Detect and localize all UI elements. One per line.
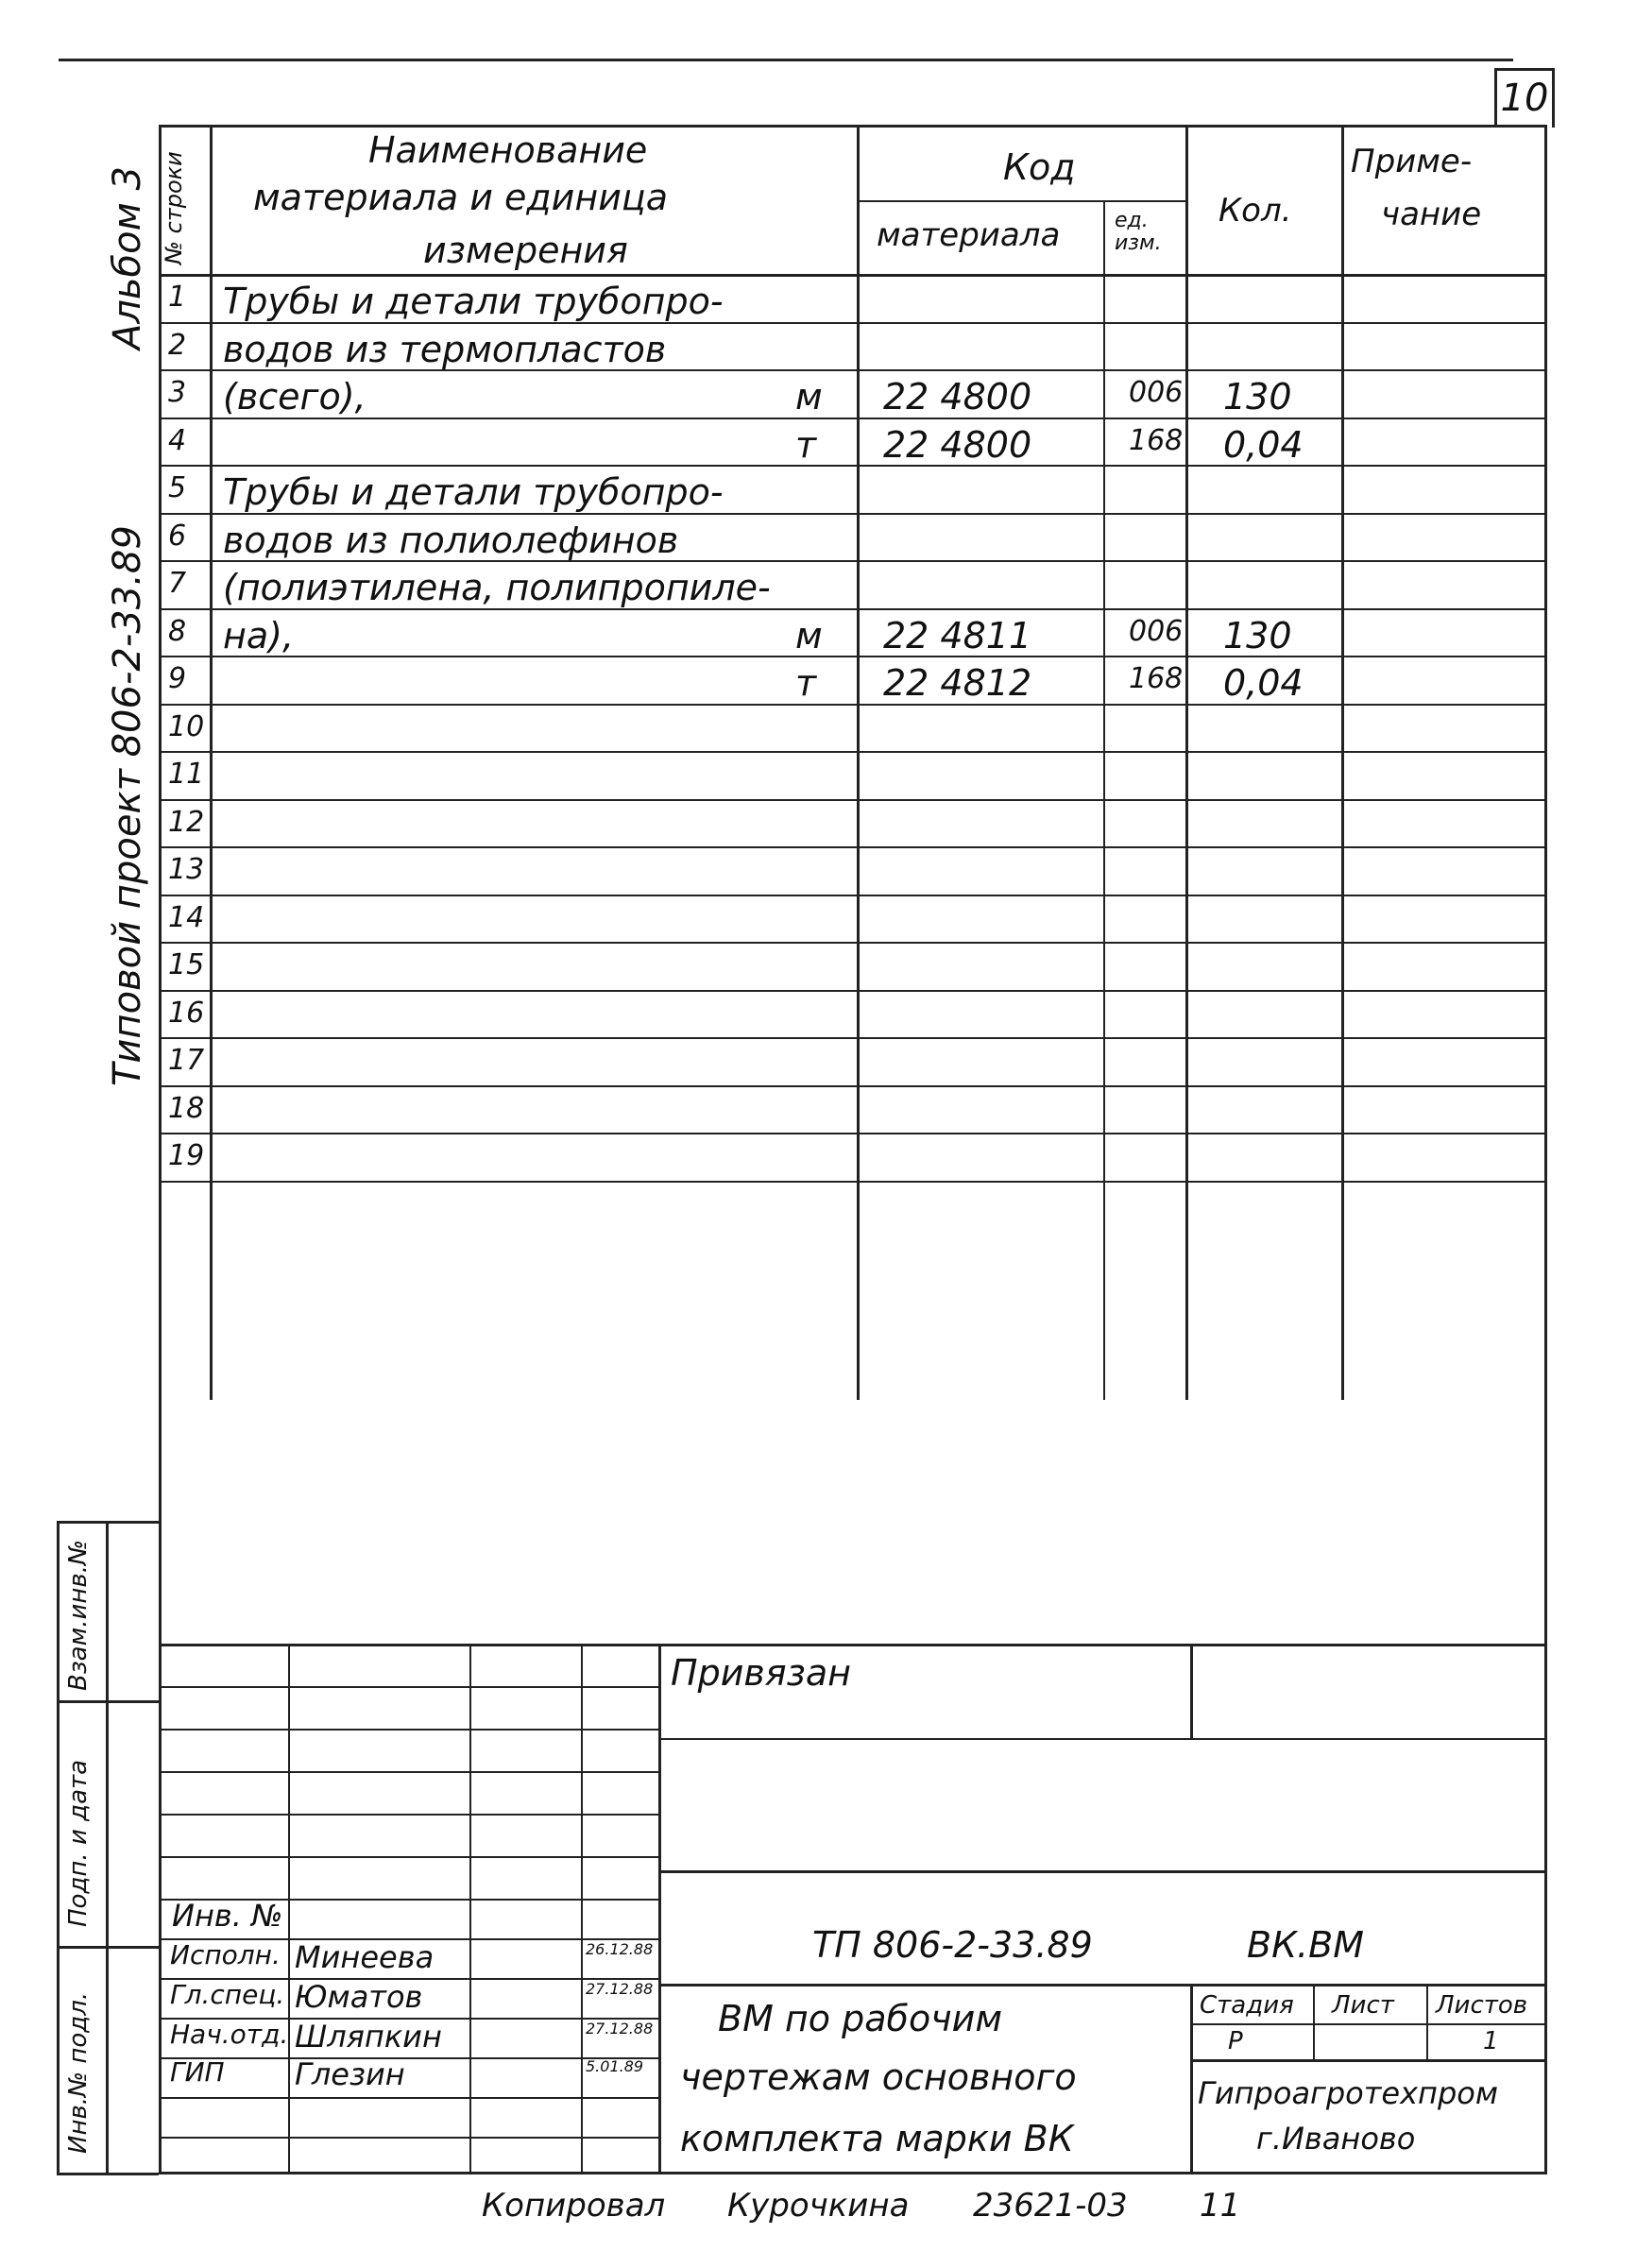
row-name: (полиэтилена, полипропиле- (223, 567, 771, 608)
row-quantity: 130 (1223, 376, 1292, 418)
title-line-3: комплекта марки ВК (680, 2118, 1074, 2159)
podp-label: Подп. и дата (64, 1759, 93, 1927)
row-line (159, 799, 1547, 801)
code-subheader-line (857, 200, 1185, 202)
stamp-row-line (159, 1686, 658, 1688)
header-code-material: материала (877, 216, 1061, 254)
row-number: 12 (168, 805, 205, 839)
header-code-unit: ед. изм. (1115, 209, 1162, 256)
row-number: 5 (168, 471, 187, 504)
footer-page: 11 (1200, 2187, 1241, 2225)
row-name: Трубы и детали трубопро- (223, 471, 724, 513)
row-name: Трубы и детали трубопро- (223, 281, 724, 322)
vzam-label: Взам.инв.№ (64, 1540, 93, 1691)
row-unit: т (795, 423, 817, 466)
stamp-row-line (159, 2137, 658, 2139)
title-right-line (1190, 1984, 1193, 2173)
row-line (159, 465, 1547, 467)
stage-value: Р (1228, 2027, 1243, 2055)
sheets-value: 1 (1483, 2027, 1499, 2055)
stage-label: Стадия (1200, 1991, 1294, 2020)
row-material-code: 22 4811 (883, 614, 1032, 657)
row-line (159, 942, 1547, 944)
copied-label: Копировал (482, 2187, 666, 2225)
stage-value-line (1190, 2059, 1547, 2062)
stamp-row-line (159, 1856, 658, 1858)
row-line (159, 751, 1547, 753)
row-number: 7 (168, 567, 187, 600)
inv-label: Инв.№ подл. (64, 1991, 93, 2154)
col-unit-line (1185, 125, 1188, 1400)
row-material-code: 22 4800 (883, 376, 1032, 418)
row-unit: м (795, 614, 823, 657)
row-unit: м (795, 376, 823, 418)
mark: ВК.ВМ (1247, 1924, 1364, 1966)
signatory-date: 5.01.89 (586, 2057, 644, 2075)
row-number: 9 (168, 662, 187, 695)
top-rule (59, 59, 1513, 61)
row-line (159, 1181, 1547, 1183)
signatory-date: 27.12.88 (586, 1980, 654, 1998)
order-number: 23621-03 (973, 2187, 1128, 2225)
signatory-role: Нач.отд. (170, 2019, 289, 2050)
row-unit: т (795, 662, 817, 704)
stamp-col1 (288, 1644, 290, 2173)
row-number: 3 (168, 376, 187, 409)
row-line (159, 1133, 1547, 1134)
stage-col-line (1313, 1984, 1315, 2059)
signatory-name: Минеева (295, 1939, 435, 1975)
row-name: водов из термопластов (223, 328, 667, 370)
row-number: 4 (168, 423, 187, 457)
header-note-2: чание (1381, 196, 1482, 233)
designation-bottom-line (658, 1984, 1547, 1987)
page-number: 10 (1500, 77, 1549, 120)
row-number: 19 (168, 1139, 205, 1172)
row-unit-code: 006 (1129, 614, 1184, 648)
row-unit-code: 168 (1129, 662, 1184, 695)
row-unit-code: 168 (1129, 423, 1184, 457)
designation-top-line (658, 1870, 1547, 1873)
title-line-2: чертежам основного (680, 2056, 1077, 2098)
stamp-col3 (581, 1644, 583, 2173)
left-strip-div2 (57, 1946, 159, 1949)
row-number: 2 (168, 328, 187, 362)
signatory-role: Гл.спец. (170, 1979, 285, 2010)
row-line (159, 895, 1547, 896)
header-row-no: № строки (161, 151, 187, 264)
row-number: 11 (168, 758, 205, 791)
header-bottom-line (159, 274, 1547, 277)
stamp-row-line (159, 2097, 658, 2099)
left-strip-bottom (57, 2173, 159, 2175)
col-rowno-line (210, 125, 213, 1400)
col-name-line (857, 125, 860, 1400)
row-number: 1 (168, 281, 187, 314)
row-unit-code: 006 (1129, 376, 1184, 409)
row-line (159, 1085, 1547, 1087)
signatory-date: 26.12.88 (586, 1940, 654, 1958)
row-name: (всего), (223, 376, 366, 418)
stage-header-line (1190, 2023, 1547, 2025)
row-material-code: 22 4800 (883, 423, 1032, 466)
document-frame (159, 125, 1547, 2174)
row-line (159, 990, 1547, 992)
left-strip-div1 (57, 1700, 159, 1703)
title-line-1: ВМ по рабочим (718, 1998, 1003, 2039)
album-label: Альбом 3 (106, 166, 149, 350)
privyazan-right-line (1190, 1644, 1193, 1738)
signatory-date: 27.12.88 (586, 2020, 654, 2038)
left-strip-edge (57, 1521, 60, 2174)
row-number: 6 (168, 519, 187, 553)
signatory-name: Шляпкин (295, 2019, 442, 2055)
page-number-box (1494, 68, 1555, 128)
header-note-1: Приме- (1351, 143, 1473, 180)
stamp-col4 (658, 1644, 661, 2173)
row-name: на), (223, 614, 295, 657)
row-number: 16 (168, 996, 205, 1030)
left-strip-top (57, 1521, 159, 1524)
stamp-col2 (469, 1644, 471, 2173)
stamp-row-line (159, 2057, 658, 2059)
row-number: 17 (168, 1044, 205, 1077)
header-name-2: материала и единица (253, 177, 669, 218)
row-quantity: 0,04 (1223, 662, 1304, 704)
inv-no-label: Инв. № (172, 1898, 283, 1934)
sheet-label: Лист (1332, 1991, 1394, 2020)
row-number: 15 (168, 948, 205, 981)
stamp-row-line (159, 1814, 658, 1816)
row-material-code: 22 4812 (883, 662, 1032, 704)
project-label: Типовой проект 806-2-33.89 (106, 525, 149, 1086)
sheets-label: Листов (1436, 1991, 1528, 2020)
row-line (159, 418, 1547, 419)
header-qty: Кол. (1218, 192, 1292, 230)
row-quantity: 0,04 (1223, 423, 1304, 466)
org-line-1: Гипроагротехпром (1198, 2075, 1498, 2111)
header-code: Код (1003, 146, 1076, 188)
privyazan-label: Привязан (671, 1652, 851, 1694)
privyazan-bottom-line (658, 1738, 1547, 1740)
left-strip-outer (106, 1521, 109, 2174)
row-line (159, 656, 1547, 657)
row-number: 14 (168, 900, 205, 934)
signatory-name: Юматов (295, 1979, 423, 2015)
header-name-3: измерения (423, 230, 628, 271)
copier-name: Курочкина (727, 2187, 910, 2225)
col-qty-line (1341, 125, 1344, 1400)
row-quantity: 130 (1223, 614, 1292, 657)
stamp-row-line (159, 1771, 658, 1773)
row-number: 13 (168, 853, 205, 886)
header-name-1: Наименование (368, 129, 648, 171)
signatory-role: ГИП (170, 2056, 225, 2088)
row-line (159, 1037, 1547, 1039)
signatory-name: Глезин (295, 2056, 405, 2092)
row-line (159, 704, 1547, 706)
stamp-top-line (159, 1644, 1547, 1646)
row-number: 8 (168, 614, 187, 648)
org-line-2: г.Иваново (1256, 2121, 1416, 2157)
row-number: 10 (168, 709, 205, 743)
row-line (159, 846, 1547, 848)
designation: ТП 806-2-33.89 (812, 1924, 1093, 1966)
row-name: водов из полиолефинов (223, 519, 679, 561)
stamp-row-line (159, 1729, 658, 1731)
sheet-col-line (1426, 1984, 1428, 2059)
row-number: 18 (168, 1091, 205, 1125)
signatory-role: Исполн. (170, 1939, 281, 1970)
